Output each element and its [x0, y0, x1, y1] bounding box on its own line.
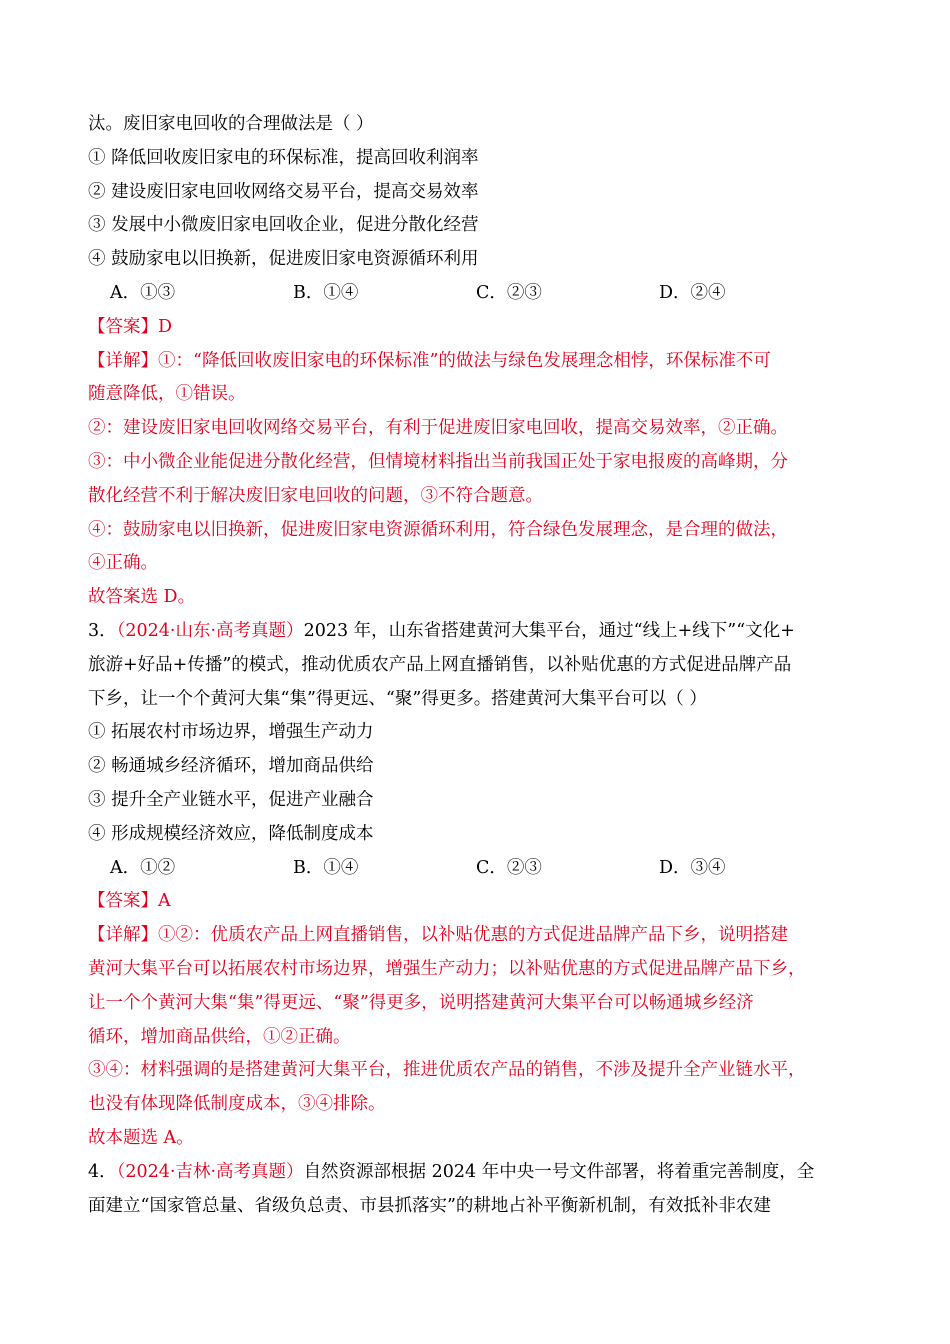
q2-detail-line-5: 散化经营不利于解决废旧家电回收的问题，③不符合题意。: [88, 485, 543, 506]
q2-detail-line-3: ②：建设废旧家电回收网络交易平台，有利于促进废旧家电回收，提高交易效率，②正确。: [88, 418, 788, 439]
q2-conclusion: 故答案选 D。: [88, 587, 196, 608]
detail-text: ①：“降低回收废旧家电的环保标准”的做法与绿色发展理念相悖，环保标准不可: [158, 350, 771, 371]
q2-option-a: A．①③: [110, 282, 176, 303]
detail-text: ①②：优质农产品上网直播销售，以补贴优惠的方式促进品牌产品下乡，说明搭建: [158, 925, 788, 946]
q3-stem-line-3: 下乡，让一个个黄河大集“集”得更远、“聚”得更多。搭建黄河大集平台可以（ ）: [88, 688, 707, 709]
q3-options: [88, 852, 868, 886]
q2-item-2: ② 建设废旧家电回收网络交易平台，提高交易效率: [88, 181, 479, 202]
q3-detail-line-6: 也没有体现降低制度成本，③④排除。: [88, 1094, 386, 1115]
q3-item-2: ② 畅通城乡经济循环，增加商品供给: [88, 756, 374, 777]
q2-option-c: C．②③: [476, 282, 542, 303]
q2-item-1: ① 降低回收废旧家电的环保标准，提高回收利润率: [88, 147, 479, 168]
q3-stem-text: 2023 年，山东省搭建黄河大集平台，通过“线上+线下”“文化+: [303, 620, 795, 641]
q3-item-1: ① 拓展农村市场边界，增强生产动力: [88, 722, 374, 743]
answer-value: A: [158, 891, 171, 912]
q3-detail-line-5: ③④：材料强调的是搭建黄河大集平台，推进优质农产品的销售，不涉及提升全产业链水平，: [88, 1060, 806, 1081]
q2-stem-tail: 汰。废旧家电回收的合理做法是（ ）: [88, 114, 374, 134]
q4-stem-line-2: 面建立“国家管总量、省级负总责、市县抓落实”的耕地占补平衡新机制，有效抵补非农建: [88, 1195, 771, 1216]
q3-option-b: B．①④: [293, 857, 359, 878]
q2-item-4: ④ 鼓励家电以旧换新，促进废旧家电资源循环利用: [88, 249, 479, 270]
q3-source: （2024·山东·高考真题）: [116, 620, 304, 641]
q3-item-4: ④ 形成规模经济效应，降低制度成本: [88, 823, 374, 844]
q3-stem-line-1: [88, 615, 868, 649]
q2-option-d: D．②④: [659, 282, 726, 303]
q2-item-3: ③ 发展中小微废旧家电回收企业，促进分散化经营: [88, 215, 479, 236]
q3-stem-line-2: 旅游+好品+传播”的模式，推动优质农产品上网直播销售，以补贴优惠的方式促进品牌产品: [88, 654, 792, 675]
q4-number: 4．: [88, 1161, 117, 1182]
q2-answer: [88, 311, 868, 345]
q2-detail-line-4: ③：中小微企业能促进分散化经营，但情境材料指出当前我国正处于家电报废的高峰期，分: [88, 451, 788, 472]
answer-label: 【答案】: [88, 316, 158, 337]
q2-detail-line-7: ④正确。: [88, 553, 158, 574]
q3-option-c: C．②③: [476, 857, 542, 878]
q3-detail-line-3: 让一个个黄河大集“集”得更远、“聚”得更多，说明搭建黄河大集平台可以畅通城乡经济: [88, 992, 754, 1013]
detail-label: 【详解】: [88, 350, 158, 371]
q4-source: （2024·吉林·高考真题）: [116, 1161, 304, 1182]
q2-option-b: B．①④: [293, 282, 359, 303]
detail-label: 【详解】: [88, 925, 158, 946]
q2-detail-line-6: ④：鼓励家电以旧换新，促进废旧家电资源循环利用，符合绿色发展理念，是合理的做法，: [88, 519, 788, 540]
q4-stem-text: 自然资源部根据 2024 年中央一号文件部署，将着重完善制度，全: [303, 1161, 815, 1182]
q3-answer: [88, 885, 868, 919]
q3-detail-line-2: 黄河大集平台可以拓展农村市场边界，增强生产动力；以补贴优惠的方式促进品牌产品下乡，: [88, 958, 806, 979]
answer-label: 【答案】: [88, 891, 158, 912]
q3-number: 3．: [88, 620, 117, 641]
q4-stem-line-1: [88, 1156, 868, 1190]
q3-conclusion: 故本题选 A。: [88, 1127, 194, 1148]
q3-option-d: D．③④: [659, 857, 726, 878]
answer-value: D: [158, 316, 173, 337]
q3-option-a: A．①②: [110, 857, 176, 878]
q2-detail-line-2: 随意降低，①错误。: [88, 384, 246, 405]
document-page: [88, 108, 868, 1223]
q3-detail-line-1: [88, 919, 868, 953]
q2-detail-line-1: [88, 345, 868, 379]
q3-item-3: ③ 提升全产业链水平，促进产业融合: [88, 789, 374, 810]
q3-detail-line-4: 循环，增加商品供给，①②正确。: [88, 1026, 351, 1047]
q2-options: [88, 277, 868, 311]
